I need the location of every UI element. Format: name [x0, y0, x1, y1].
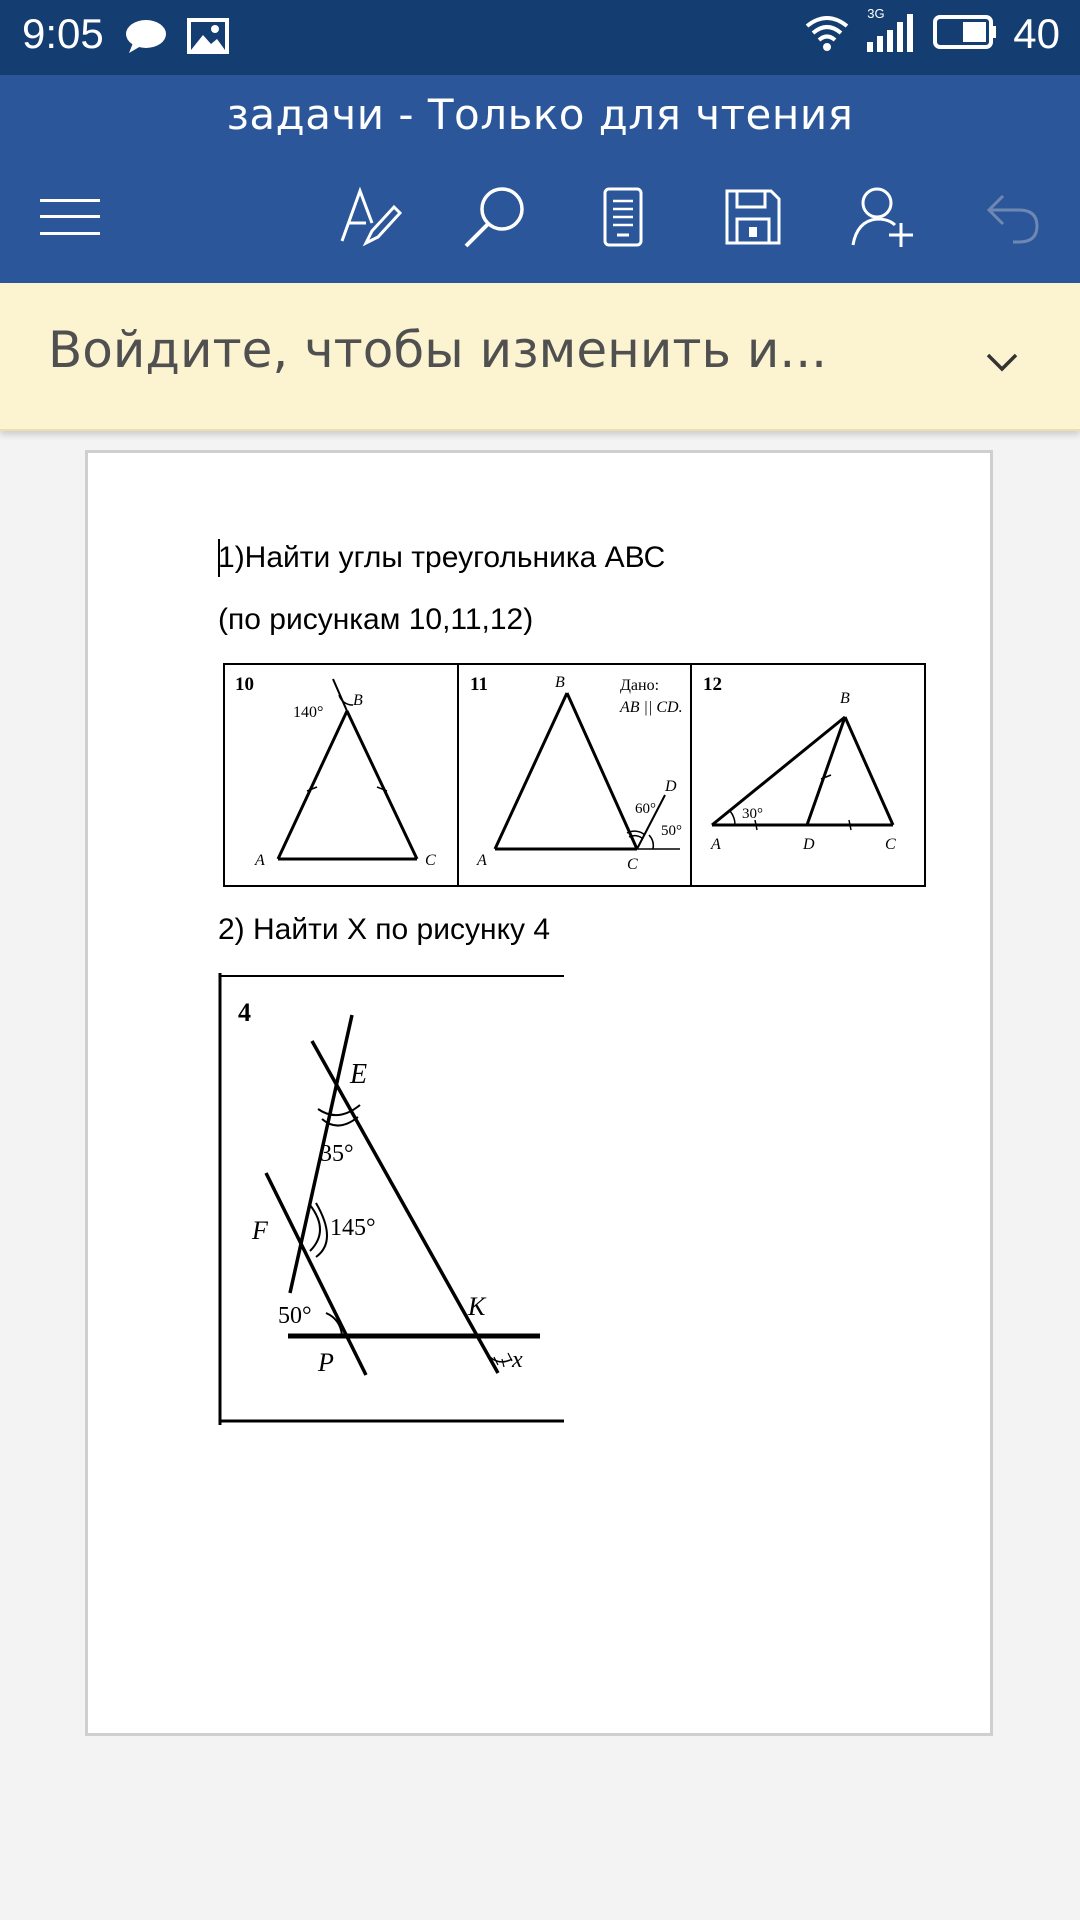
fig4-label-f: F: [252, 1216, 268, 1245]
fig11-angle-1: 60°: [635, 801, 656, 817]
figures-10-11-12: [223, 663, 926, 887]
share-person-icon: [851, 185, 915, 253]
document-page[interactable]: [85, 450, 993, 1736]
fig11-given-1: Дано:: [620, 677, 660, 694]
message-icon: [125, 17, 167, 61]
fig4-label-x: x: [512, 1347, 523, 1373]
fig10-label-b: B: [353, 692, 363, 709]
fig4-label-e: E: [350, 1059, 368, 1090]
menu-icon: [38, 197, 102, 241]
fig10-number: 10: [235, 674, 254, 695]
paragraph-1-text: )Найти углы треугольника АВС: [234, 541, 666, 574]
fig12-label-d: D: [803, 836, 815, 853]
title-bar: [0, 75, 1080, 155]
mobile-view-button[interactable]: [583, 179, 663, 259]
figure-11: [470, 674, 683, 873]
fig11-label-b: B: [555, 674, 565, 691]
wifi-icon: [803, 12, 851, 56]
share-button[interactable]: [843, 179, 923, 259]
undo-icon: [985, 190, 1041, 248]
fig11-label-a: A: [477, 852, 487, 869]
save-button[interactable]: [713, 179, 793, 259]
fig4-number: 4: [238, 998, 251, 1027]
fig4-label-p: P: [318, 1348, 334, 1377]
paragraph-3: 2) Найти Х по рисунку 4: [218, 913, 551, 946]
paragraph-1: [218, 541, 665, 575]
search-icon: [462, 184, 528, 254]
fig11-angle-2: 50°: [661, 823, 682, 839]
status-bar: [0, 0, 1080, 75]
fig12-label-b: B: [840, 690, 850, 707]
save-icon: [723, 187, 783, 251]
edit-text-icon: [338, 185, 402, 253]
fig12-number: 12: [703, 674, 722, 695]
fig10-angle: 140°: [293, 704, 324, 721]
fig11-label-d: D: [665, 778, 677, 795]
fig12-angle: 30°: [742, 806, 763, 822]
signin-text: Войдите, чтобы изменить и...: [48, 321, 828, 379]
network-type-label: 3G: [867, 6, 885, 21]
edit-button[interactable]: [330, 179, 410, 259]
figure-12: [703, 674, 896, 853]
undo-button[interactable]: [973, 179, 1053, 259]
document-title: задачи - Только для чтения: [226, 90, 854, 139]
mobile-view-icon: [601, 187, 645, 251]
battery-icon: [933, 13, 999, 55]
fig10-label-c: C: [425, 852, 436, 869]
fig11-given-2: AB || CD.: [620, 699, 683, 716]
paragraph-1-number: 1: [218, 541, 235, 574]
fig12-label-c: C: [885, 836, 896, 853]
fig11-number: 11: [470, 674, 488, 695]
signin-banner[interactable]: [0, 283, 1080, 431]
menu-button[interactable]: [30, 179, 110, 259]
fig4-angle-e: 35°: [320, 1141, 354, 1167]
fig4-label-k: K: [468, 1292, 486, 1321]
image-icon: [187, 17, 229, 61]
battery-percent: 40: [1013, 10, 1060, 57]
figure-4: [218, 973, 564, 1425]
cellular-signal-icon: [865, 6, 919, 58]
figure-10: [235, 674, 436, 869]
fig4-angle-f: 145°: [330, 1215, 376, 1241]
search-button[interactable]: [455, 179, 535, 259]
chevron-down-icon[interactable]: [972, 331, 1032, 391]
toolbar: [0, 155, 1080, 283]
fig11-label-c: C: [627, 856, 638, 873]
fig4-angle-p: 50°: [278, 1303, 312, 1329]
fig10-label-a: A: [255, 852, 265, 869]
fig12-label-a: A: [711, 836, 721, 853]
status-time: 9:05: [22, 10, 104, 57]
paragraph-2: (по рисункам 10,11,12): [218, 603, 534, 636]
